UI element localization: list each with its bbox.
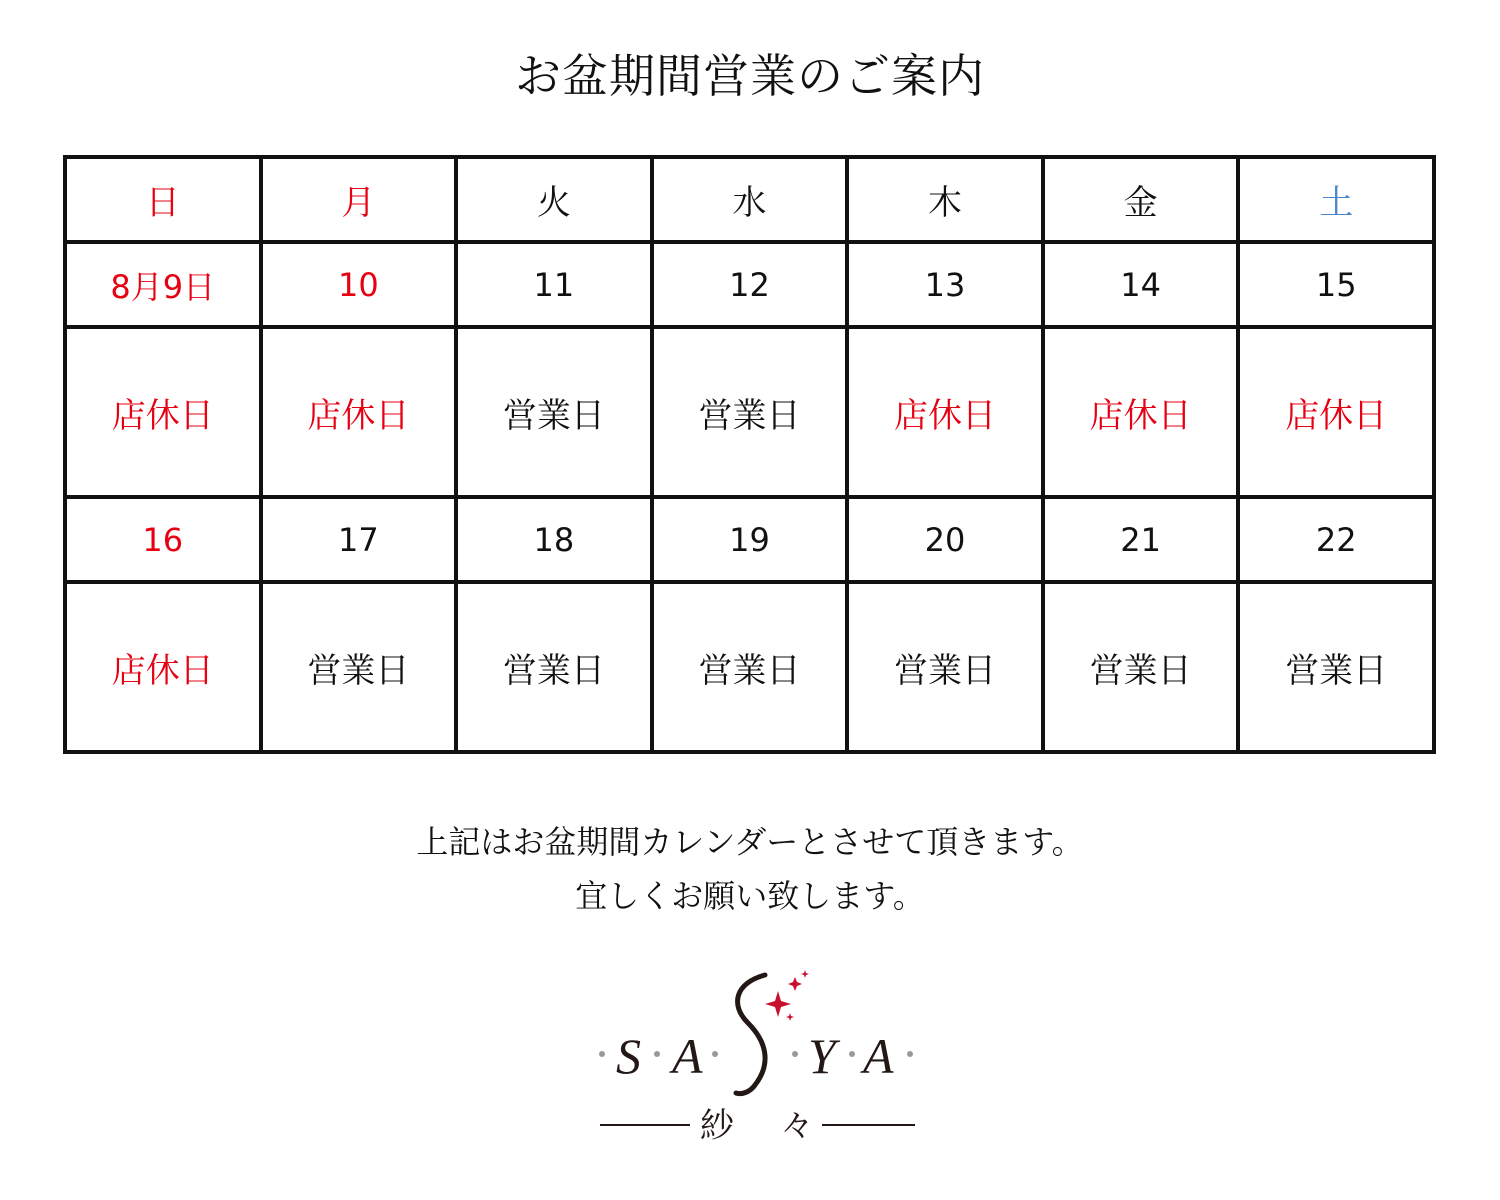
weekday-fri: 金 <box>1043 157 1239 242</box>
calendar-table <box>63 155 1436 754</box>
logo-letter-s2-stroke <box>736 975 765 1094</box>
week1-status-row <box>65 327 1434 497</box>
status-cell-open: 営業日 <box>456 582 652 752</box>
page-title: お盆期間営業のご案内 <box>515 49 985 103</box>
date-cell: 21 <box>1043 497 1239 582</box>
sparkle-icon <box>765 970 809 1021</box>
date-cell: 12 <box>652 242 848 327</box>
logo-letter-a1: A <box>672 1028 703 1084</box>
logo-letter-y: Y <box>808 1028 836 1084</box>
logo-kanji-sa2: 々 <box>780 1106 814 1140</box>
week2-dates-row <box>65 497 1434 582</box>
weekday-mon: 月 <box>261 157 457 242</box>
status-cell-closed: 店休日 <box>1238 327 1434 497</box>
date-cell: 11 <box>456 242 652 327</box>
date-cell: 16 <box>65 497 261 582</box>
week1-dates-row <box>65 242 1434 327</box>
status-cell-closed: 店休日 <box>1043 327 1239 497</box>
status-cell-closed: 店休日 <box>847 327 1043 497</box>
weekday-header-row <box>65 157 1434 242</box>
date-cell: 19 <box>652 497 848 582</box>
note-line-2: 宜しくお願い致します。 <box>575 877 925 915</box>
status-cell-open: 営業日 <box>652 327 848 497</box>
date-cell: 18 <box>456 497 652 582</box>
status-cell-open: 営業日 <box>652 582 848 752</box>
status-cell-open: 営業日 <box>456 327 652 497</box>
logo-kanji-sa: 紗 <box>700 1106 734 1140</box>
sasya-logo <box>590 965 930 1140</box>
date-cell: 13 <box>847 242 1043 327</box>
date-cell: 10 <box>261 242 457 327</box>
status-cell-open: 営業日 <box>1238 582 1434 752</box>
note-line-1: 上記はお盆期間カレンダーとさせて頂きます。 <box>416 823 1084 861</box>
date-cell: 22 <box>1238 497 1434 582</box>
week2-status-row <box>65 582 1434 752</box>
status-cell-closed: 店休日 <box>261 327 457 497</box>
logo-letter-s1: S <box>616 1028 641 1084</box>
weekday-sun: 日 <box>65 157 261 242</box>
status-cell-open: 営業日 <box>847 582 1043 752</box>
weekday-tue: 火 <box>456 157 652 242</box>
weekday-wed: 水 <box>652 157 848 242</box>
date-cell: 14 <box>1043 242 1239 327</box>
status-cell-open: 営業日 <box>261 582 457 752</box>
status-cell-closed: 店休日 <box>65 582 261 752</box>
status-cell-open: 営業日 <box>1043 582 1239 752</box>
date-cell: 15 <box>1238 242 1434 327</box>
logo-letter-a2: A <box>863 1028 894 1084</box>
weekday-thu: 木 <box>847 157 1043 242</box>
date-cell: 17 <box>261 497 457 582</box>
weekday-sat: 土 <box>1238 157 1434 242</box>
date-cell: 8月9日 <box>65 242 261 327</box>
status-cell-closed: 店休日 <box>65 327 261 497</box>
date-cell: 20 <box>847 497 1043 582</box>
